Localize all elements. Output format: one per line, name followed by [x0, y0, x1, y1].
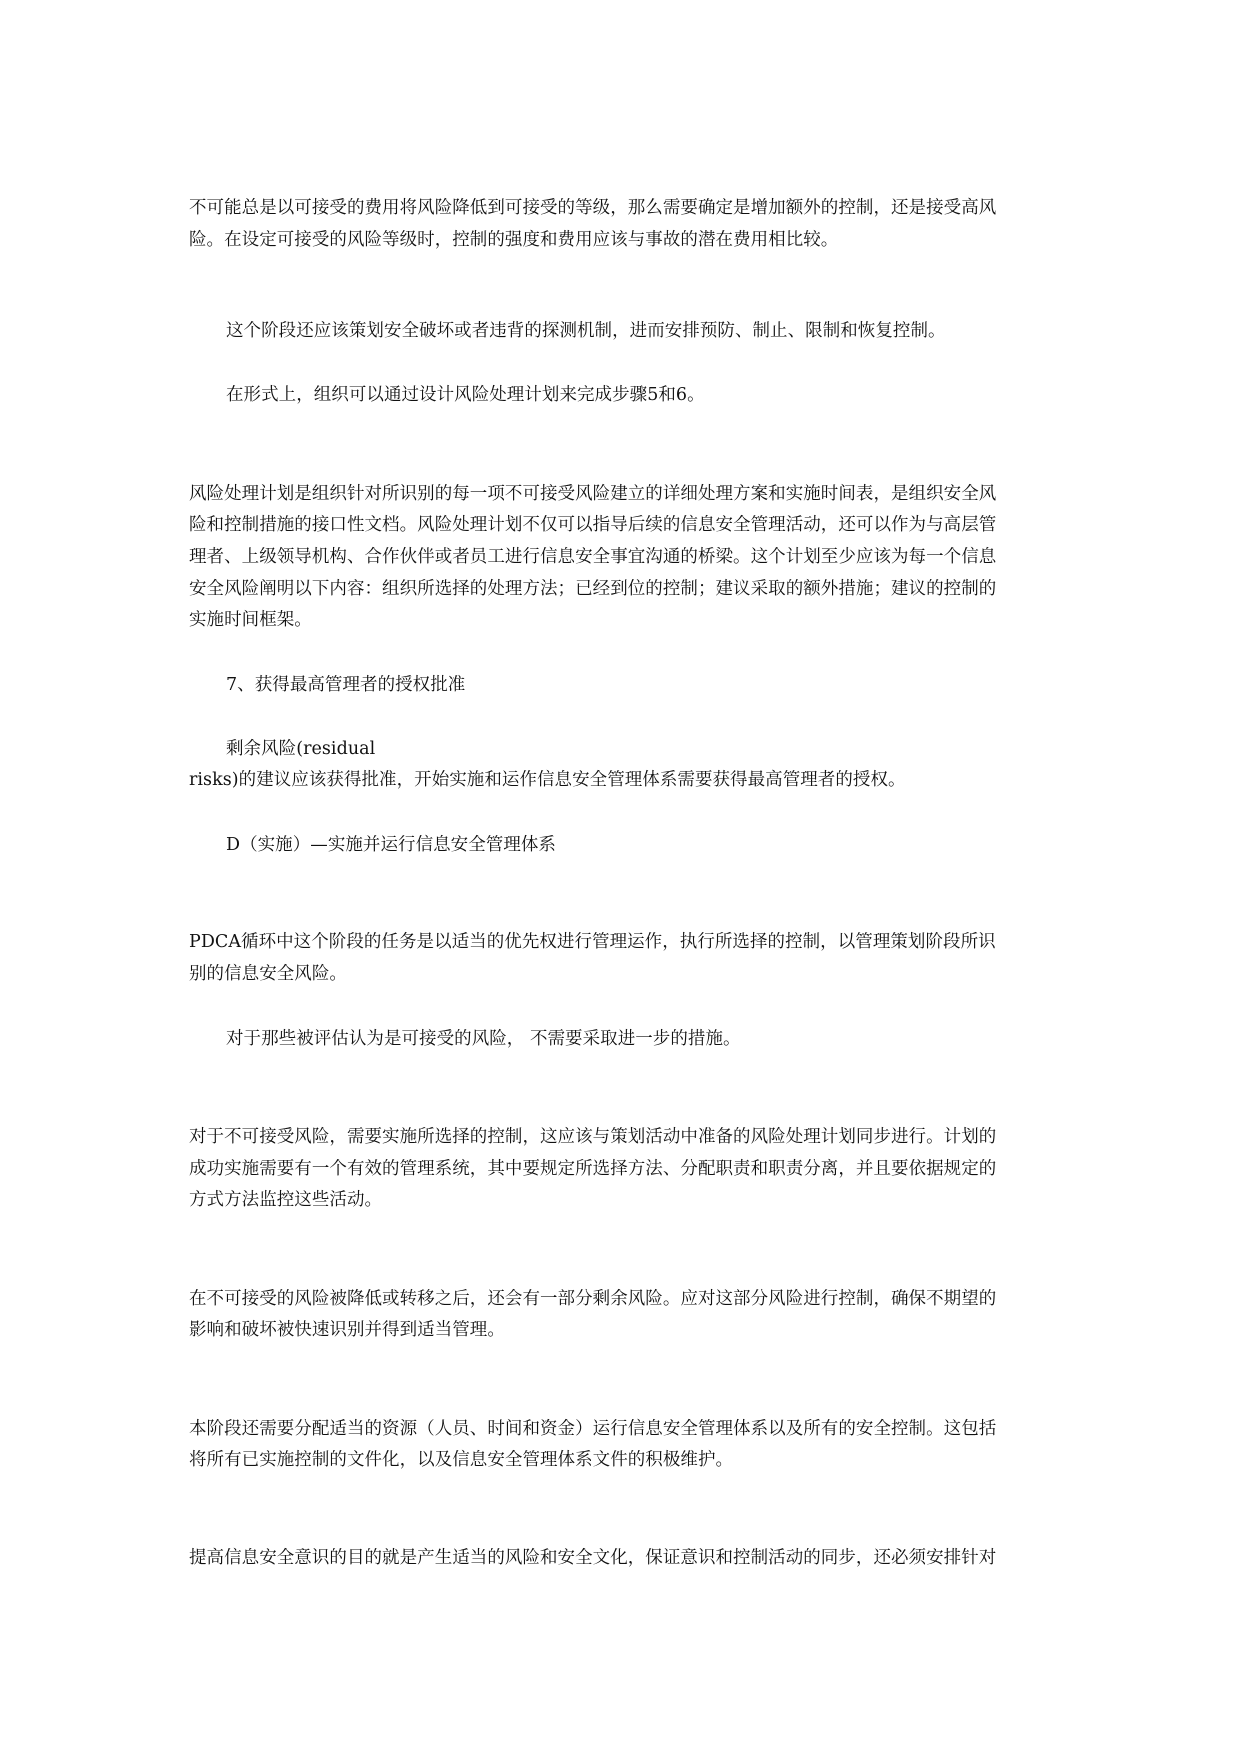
paragraph-line: 成功实施需要有一个有效的管理系统，其中要规定所选择方法、分配职责和职责分离，并且要依据规定的 [189, 1159, 997, 1179]
paragraph-line: 险和控制措施的接口性文档。风险处理计划不仅可以指导后续的信息安全管理活动，还可以作为与高层管 [189, 515, 997, 535]
paragraph-line: 在形式上，组织可以通过设计风险处理计划来完成步骤5和6。 [226, 385, 705, 405]
section-heading: 7、获得最高管理者的授权批准 [226, 675, 466, 695]
paragraph-line: 风险处理计划是组织针对所识别的每一项不可接受风险建立的详细处理方案和实施时间表，是组织安全风 [189, 484, 997, 504]
paragraph-line: 对于不可接受风险，需要实施所选择的控制，这应该与策划活动中准备的风险处理计划同步进行。计划的 [189, 1127, 997, 1147]
paragraph-line: 险。在设定可接受的风险等级时，控制的强度和费用应该与事故的潜在费用相比较。 [189, 230, 839, 250]
paragraph-line: 本阶段还需要分配适当的资源（人员、时间和资金）运行信息安全管理体系以及所有的安全控制。这包括 [189, 1419, 997, 1439]
paragraph-line: 将所有已实施控制的文件化，以及信息安全管理体系文件的积极维护。 [189, 1450, 734, 1470]
paragraph-line: 影响和破坏被快速识别并得到适当管理。 [189, 1320, 505, 1340]
paragraph-line: 在不可接受的风险被降低或转移之后，还会有一部分剩余风险。应对这部分风险进行控制，确保不期望的 [189, 1289, 997, 1309]
paragraph-line: 安全风险阐明以下内容：组织所选择的处理方法；已经到位的控制；建议采取的额外措施；建议的控制的 [189, 579, 997, 599]
paragraph-line: 剩余风险(residual [226, 739, 376, 759]
paragraph-line: 理者、上级领导机构、合作伙伴或者员工进行信息安全事宜沟通的桥梁。这个计划至少应该为每一个信息 [189, 547, 997, 567]
paragraph-line: 方式方法监控这些活动。 [189, 1190, 383, 1210]
paragraph-line: 对于那些被评估认为是可接受的风险， 不需要采取进一步的措施。 [226, 1029, 741, 1049]
paragraph-line: 别的信息安全风险。 [189, 964, 347, 984]
paragraph-line: PDCA循环中这个阶段的任务是以适当的优先权进行管理运作，执行所选择的控制，以管理策划阶段所识 [189, 932, 996, 952]
paragraph-line: 提高信息安全意识的目的就是产生适当的风险和安全文化，保证意识和控制活动的同步，还必须安排针对 [189, 1548, 997, 1568]
paragraph-line: 不可能总是以可接受的费用将风险降低到可接受的等级，那么需要确定是增加额外的控制，还是接受高风 [189, 198, 997, 218]
paragraph-line: risks)的建议应该获得批准，开始实施和运作信息安全管理体系需要获得最高管理者的授权。 [189, 770, 906, 790]
paragraph-line: 实施时间框架。 [189, 610, 312, 630]
section-heading: D（实施）—实施并运行信息安全管理体系 [226, 835, 556, 855]
paragraph-line: 这个阶段还应该策划安全破坏或者违背的探测机制，进而安排预防、制止、限制和恢复控制。 [226, 321, 946, 341]
